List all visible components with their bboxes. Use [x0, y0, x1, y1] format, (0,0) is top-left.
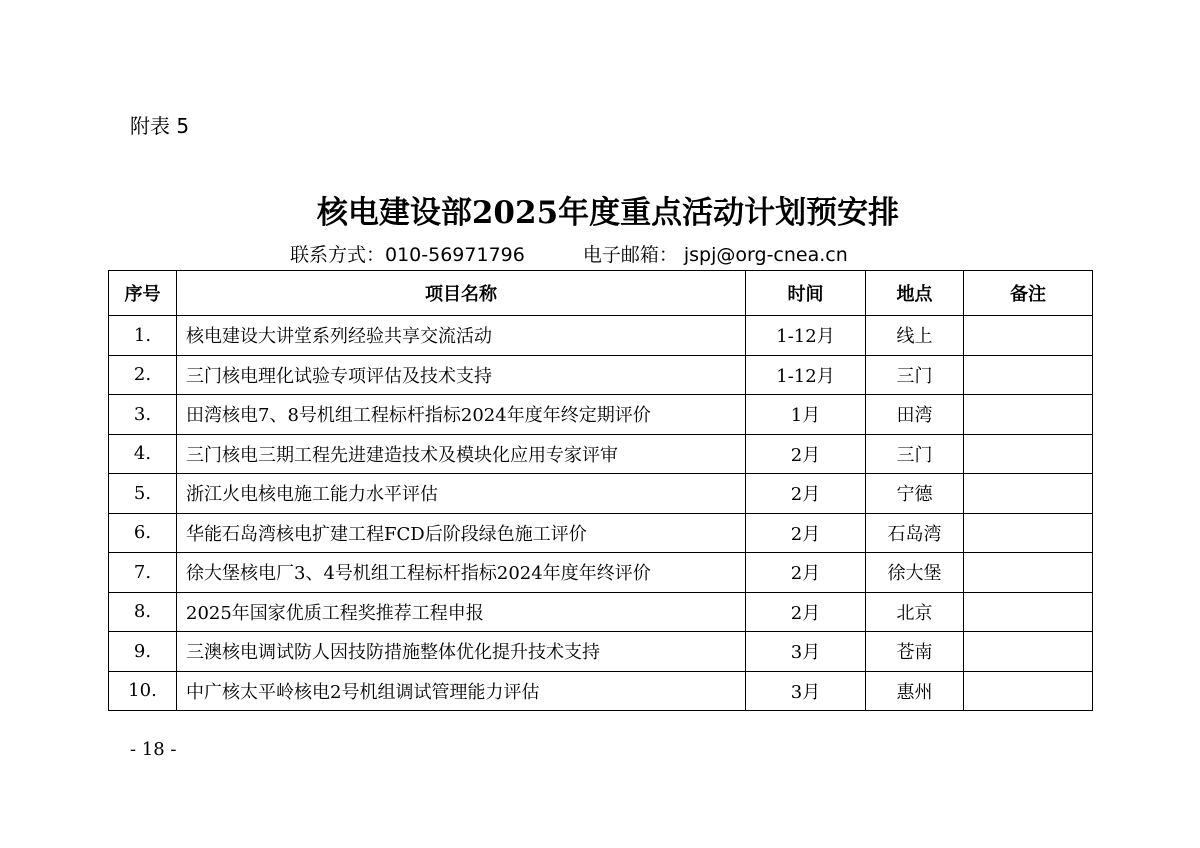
row-place: 石岛湾 — [866, 513, 964, 553]
row-time: 2月 — [746, 474, 866, 514]
document-title: 核电建设部2025年度重点活动计划预安排 — [316, 195, 900, 231]
row-remark — [964, 632, 1093, 672]
header-remark: 备注 — [964, 271, 1093, 316]
row-time: 2月 — [746, 513, 866, 553]
row-remark — [964, 395, 1093, 435]
row-place: 徐大堡 — [866, 553, 964, 593]
row-place: 三门 — [866, 355, 964, 395]
row-name: 三门核电三期工程先进建造技术及模块化应用专家评审 — [177, 434, 746, 474]
row-place: 惠州 — [866, 671, 964, 711]
row-time: 3月 — [746, 632, 866, 672]
row-name: 徐大堡核电厂3、4号机组工程标杆指标2024年度年终评价 — [177, 553, 746, 593]
row-no: 4. — [109, 434, 177, 474]
table-row — [109, 671, 1093, 711]
table-row — [109, 513, 1093, 553]
row-remark — [964, 355, 1093, 395]
row-no: 7. — [109, 553, 177, 593]
row-no: 5. — [109, 474, 177, 514]
row-place: 三门 — [866, 434, 964, 474]
row-name: 三门核电理化试验专项评估及技术支持 — [177, 355, 746, 395]
table-row — [109, 474, 1093, 514]
table-row — [109, 434, 1093, 474]
row-remark — [964, 434, 1093, 474]
row-time: 1-12月 — [746, 355, 866, 395]
row-time: 2月 — [746, 434, 866, 474]
row-place: 田湾 — [866, 395, 964, 435]
row-no: 9. — [109, 632, 177, 672]
row-place: 线上 — [866, 316, 964, 356]
row-name: 浙江火电核电施工能力水平评估 — [177, 474, 746, 514]
row-remark — [964, 592, 1093, 632]
table-row — [109, 355, 1093, 395]
table-row — [109, 632, 1093, 672]
row-time: 1-12月 — [746, 316, 866, 356]
header-name: 项目名称 — [177, 271, 746, 316]
table-row — [109, 592, 1093, 632]
row-name: 田湾核电7、8号机组工程标杆指标2024年度年终定期评价 — [177, 395, 746, 435]
appendix-label: 附表 5 — [130, 114, 190, 138]
row-remark — [964, 553, 1093, 593]
contact-phone: 联系方式：010-56971796 — [290, 244, 525, 266]
row-remark — [964, 474, 1093, 514]
row-remark — [964, 316, 1093, 356]
row-time: 3月 — [746, 671, 866, 711]
contact-email: 电子邮箱： jspj@org-cnea.cn — [582, 244, 848, 266]
contact-line — [290, 242, 848, 268]
row-place: 苍南 — [866, 632, 964, 672]
row-no: 3. — [109, 395, 177, 435]
row-place: 宁德 — [866, 474, 964, 514]
header-place: 地点 — [866, 271, 964, 316]
row-time: 1月 — [746, 395, 866, 435]
row-name: 中广核太平岭核电2号机组调试管理能力评估 — [177, 671, 746, 711]
row-name: 2025年国家优质工程奖推荐工程申报 — [177, 592, 746, 632]
row-no: 8. — [109, 592, 177, 632]
row-remark — [964, 671, 1093, 711]
table-row — [109, 316, 1093, 356]
table-row — [109, 395, 1093, 435]
row-no: 2. — [109, 355, 177, 395]
header-time: 时间 — [746, 271, 866, 316]
header-no: 序号 — [109, 271, 177, 316]
row-remark — [964, 513, 1093, 553]
row-no: 6. — [109, 513, 177, 553]
row-no: 1. — [109, 316, 177, 356]
row-place: 北京 — [866, 592, 964, 632]
page-number: - 18 - — [130, 739, 177, 760]
row-name: 华能石岛湾核电扩建工程FCD后阶段绿色施工评价 — [177, 513, 746, 553]
row-name: 三澳核电调试防人因技防措施整体优化提升技术支持 — [177, 632, 746, 672]
table-row — [109, 553, 1093, 593]
row-time: 2月 — [746, 553, 866, 593]
row-name: 核电建设大讲堂系列经验共享交流活动 — [177, 316, 746, 356]
activity-plan-table — [108, 270, 1093, 711]
row-no: 10. — [109, 671, 177, 711]
row-time: 2月 — [746, 592, 866, 632]
table-header-row — [109, 271, 1093, 316]
